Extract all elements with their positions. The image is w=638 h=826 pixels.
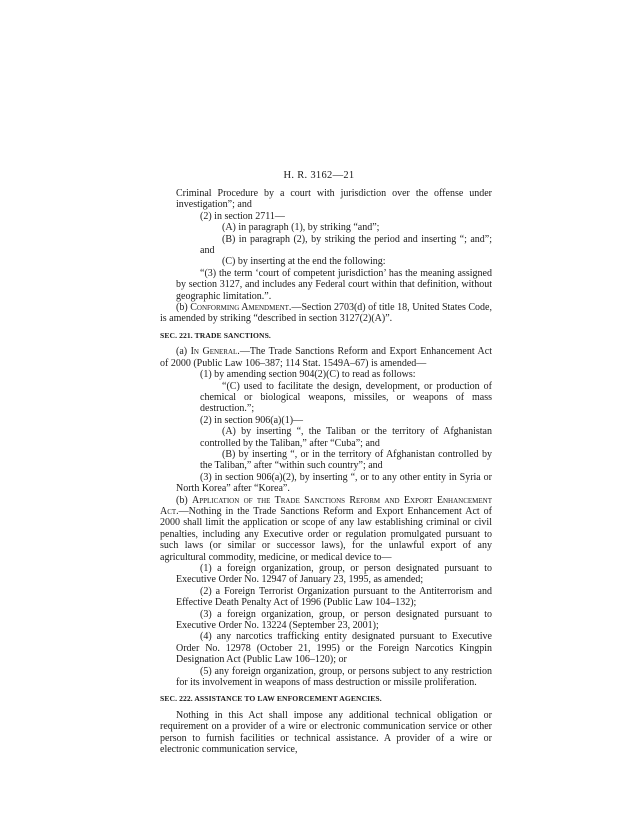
paragraph [160, 472, 492, 495]
paragraph-text: “(3) the term ‘court of competent jurisdiction’ has the meaning assigned by section 3127, and includes any Federal court within that definition, without geographic limitation.”. [176, 267, 492, 302]
paragraph-text: SEC. 221. TRADE SANCTIONS. [160, 330, 271, 340]
paragraph-text: (1) by amending section 904(2)(C) to read as follows: [200, 369, 416, 381]
paragraph [160, 631, 492, 665]
paragraph [160, 415, 492, 426]
paragraph-text: (A) by inserting “, the Taliban or the territory of Afghanistan controlled by the Taliban,” after “Cuba”; and [200, 426, 492, 449]
paragraph [160, 234, 492, 257]
section-heading [160, 693, 492, 704]
paragraph [160, 586, 492, 609]
paragraph-text: (C) by inserting at the end the following: [222, 256, 386, 268]
paragraph [160, 666, 492, 689]
paragraph-text: Nothing in this Act shall impose any additional technical obligation or requirement on a provider of a wire or electronic communication service or other person to furnish facilities or technical assistance. A provider of a wire or electronic communication service, [160, 709, 492, 756]
paragraph [160, 268, 492, 302]
paragraph [160, 563, 492, 586]
paragraph [160, 426, 492, 449]
paragraph-heading: Application of the Trade Sanctions Reform and Export Enhancement Act. [160, 494, 492, 517]
paragraph [160, 495, 492, 563]
paragraph-label: (a) [176, 346, 191, 358]
paragraph-text: —The Trade Sanctions Reform and Export Enhancement Act of 2000 (Public Law 106–387; 114 Stat. 1549A–67) is amended— [160, 346, 492, 369]
paragraph-text: (A) in paragraph (1), by striking “and”; [222, 222, 380, 234]
paragraph [160, 381, 492, 415]
paragraph [160, 256, 492, 267]
paragraph-text: (B) by inserting “, or in the territory of Afghanistan controlled by the Taliban,” after “within such country”; and [200, 448, 492, 472]
paragraph-text: “(C) used to facilitate the design, development, or production of chemical or biological weapons, missiles, or weapons of mass destruction.”; [200, 380, 492, 415]
paragraph-text: (3) a foreign organization, group, or person designated pursuant to Executive Order No. 13224 (September 23, 2001); [176, 608, 492, 632]
paragraph-text: Criminal Procedure by a court with jurisdiction over the offense under investigation”; and [176, 188, 492, 211]
paragraph [160, 609, 492, 632]
paragraph [160, 222, 492, 233]
paragraph-text: (2) in section 2711— [200, 210, 285, 222]
paragraph [160, 449, 492, 472]
paragraph [160, 710, 492, 756]
paragraph-text: —Nothing in the Trade Sanctions Reform and Export Enhancement Act of 2000 shall limit the application or scope of any law establishing criminal or civil penalties, including any Executive order or regulation promulgated pursuant to such laws (or similar or successor laws), for the unlawful export of any agricultural commodity, medicine, or medical device to— [160, 505, 492, 563]
paragraph [160, 369, 492, 380]
paragraph [160, 302, 492, 325]
section-heading [160, 330, 492, 341]
paragraph-text: (3) in section 906(a)(2), by inserting “, or to any other entity in Syria or North Korea” after “Korea”. [176, 471, 492, 495]
paragraph [160, 211, 492, 222]
paragraph-text: (B) in paragraph (2), by striking the period and inserting “; and”; and [200, 233, 492, 257]
paragraph-text: (2) in section 906(a)(1)— [200, 414, 304, 426]
paragraph-label: (b) [176, 302, 191, 314]
paragraph-heading: In General. [190, 346, 240, 358]
document-body [160, 188, 492, 756]
paragraph [160, 346, 492, 369]
paragraph-text: (2) a Foreign Terrorist Organization pursuant to the Antiterrorism and Effective Death Penalty Act of 1996 (Public Law 104–132); [176, 585, 492, 609]
paragraph-label: (b) [176, 494, 192, 506]
paragraph-text: (1) a foreign organization, group, or person designated pursuant to Executive Order No. 12947 of January 23, 1995, as amended; [176, 563, 492, 586]
paragraph-text: SEC. 222. ASSISTANCE TO LAW ENFORCEMENT AGENCIES. [160, 694, 382, 704]
paragraph-text: (5) any foreign organization, group, or persons subject to any restriction for its involvement in weapons of mass destruction or missile proliferation. [176, 665, 492, 689]
paragraph-heading: Conforming Amendment. [190, 302, 292, 314]
page-header: H. R. 3162—21 [283, 170, 355, 181]
paragraph-text: (4) any narcotics trafficking entity designated pursuant to Executive Order No. 12978 (October 21, 1995) or the Foreign Narcotics Kingpin Designation Act (Public Law 106–120); or [176, 631, 492, 666]
paragraph [160, 188, 492, 211]
paragraph-text: —Section 2703(d) of title 18, United States Code, is amended by striking “described in section 3127(2)(A)”. [160, 302, 492, 325]
